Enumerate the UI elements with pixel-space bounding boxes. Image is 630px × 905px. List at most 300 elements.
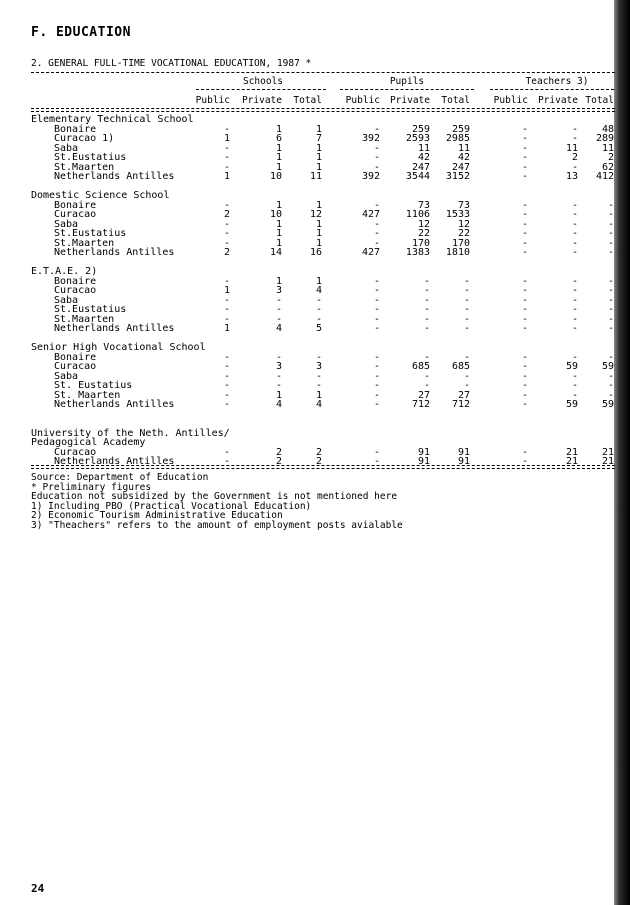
cell-schools-total: 16 [309,247,322,258]
cell-schools-public: 1 [223,171,230,182]
cell-teachers-public: - [521,237,528,249]
cell-teachers-public: - [521,370,528,382]
cell-schools-public: - [223,389,230,401]
cell-pupils-private: - [423,285,430,296]
subheader-schools-total: Total [293,95,322,106]
row-label: Bonaire [54,275,97,287]
cell-pupils-public: 392 [361,133,380,144]
cell-teachers-total: 11 [601,142,614,154]
cell-schools-total: - [315,351,322,363]
cell-pupils-total: - [463,351,470,363]
cell-pupils-public: - [373,285,380,296]
cell-pupils-total: - [463,285,470,296]
cell-teachers-public: - [521,171,528,182]
cell-teachers-private: - [571,313,578,325]
cell-pupils-total: 22 [457,228,470,239]
footnote-2: 2) Economic Tourism Administrative Education [31,510,283,522]
cell-teachers-public: - [521,247,528,258]
subheader-schools-private: Private [241,95,282,106]
cell-pupils-public: - [373,389,380,401]
cell-pupils-total: 259 [451,123,470,135]
row-label: Curacao 1) [54,133,115,144]
subheader-pupils-private: Private [389,95,430,106]
cell-pupils-private: 11 [417,142,430,154]
cell-pupils-public: - [373,199,380,211]
cell-teachers-private: 21 [565,456,578,467]
cell-teachers-total: - [607,237,614,249]
cell-schools-total: 1 [315,228,322,239]
cell-schools-public: - [223,237,230,249]
cell-pupils-public: - [373,361,380,372]
cell-pupils-public: - [373,218,380,230]
cell-pupils-private: - [423,380,430,391]
page-number: 24 [31,882,45,895]
cell-teachers-public: - [521,304,528,315]
row-label: St. Maarten [54,389,121,401]
table-row [0,210,630,220]
cell-schools-private: - [275,380,282,391]
row-label: Netherlands Antilles [54,171,175,182]
cell-teachers-private: 11 [565,142,578,154]
cell-schools-public: - [223,370,230,382]
cell-pupils-private: 247 [411,161,430,173]
row-label: Netherlands Antilles [54,456,175,467]
cell-teachers-private: - [571,237,578,249]
row-group-label: Domestic Science School [31,190,170,201]
cell-teachers-total: - [607,294,614,306]
cell-pupils-private: - [423,323,430,334]
cell-schools-public: 1 [223,285,230,296]
cell-schools-private: 10 [269,171,282,182]
cell-schools-private: - [275,351,282,363]
cell-teachers-public: - [521,218,528,230]
cell-schools-total: - [315,370,322,382]
cell-teachers-total: - [607,228,614,239]
subheader-pupils-public: Public [345,95,380,106]
cell-schools-total: 12 [309,209,322,220]
cell-pupils-total: 27 [457,389,470,401]
cell-teachers-private: 2 [571,152,578,163]
cell-pupils-total: - [463,304,470,315]
row-group-label: University of the Neth. Antilles/ [31,427,230,439]
cell-schools-private: 4 [275,399,282,410]
cell-schools-private: 1 [275,275,282,287]
cell-teachers-private: - [571,209,578,220]
cell-pupils-public: - [373,351,380,363]
cell-schools-private: 1 [275,228,282,239]
cell-schools-private: 3 [275,361,282,372]
cell-schools-public: - [223,161,230,173]
cell-teachers-private: - [571,304,578,315]
cell-pupils-total: 685 [451,361,470,372]
cell-teachers-private: - [571,228,578,239]
cell-pupils-public: - [373,399,380,410]
cell-teachers-private: - [571,380,578,391]
row-label: Bonaire [54,123,97,135]
cell-schools-total: - [315,304,322,315]
cell-teachers-total: 59 [601,361,614,372]
cell-schools-private: 1 [275,199,282,211]
cell-schools-total: - [315,380,322,391]
table-title: 2. GENERAL FULL-TIME VOCATIONAL EDUCATION, 1987 * [31,58,312,69]
cell-teachers-total: 21 [601,446,614,458]
cell-teachers-private: 59 [565,361,578,372]
cell-pupils-total: 712 [451,399,470,410]
cell-pupils-public: - [373,237,380,249]
cell-pupils-private: 91 [417,446,430,458]
cell-pupils-public: - [373,304,380,315]
cell-pupils-private: 22 [417,228,430,239]
cell-schools-total: 4 [315,399,322,410]
cell-teachers-public: - [521,456,528,467]
cell-schools-public: - [223,199,230,211]
cell-teachers-total: - [607,304,614,315]
cell-schools-public: 1 [223,323,230,334]
cell-pupils-total: 1533 [445,209,470,220]
cell-teachers-total: - [607,370,614,382]
footnote-subsidy: Education not subsidized by the Government is not mentioned here [31,491,398,503]
cell-pupils-public: - [373,275,380,287]
footnotes [31,473,403,531]
cell-teachers-total: 412 [595,171,614,182]
cell-pupils-private: 1106 [405,209,430,220]
group-header-schools: Schools [242,76,284,87]
cell-pupils-public: - [373,323,380,334]
cell-teachers-private: - [571,161,578,173]
cell-pupils-private: 712 [411,399,430,410]
cell-schools-public: - [223,351,230,363]
cell-pupils-total: 170 [451,237,470,249]
cell-schools-total: 4 [315,285,322,296]
subheader-teachers-total: Total [585,95,614,106]
cell-schools-public: - [223,123,230,135]
cell-pupils-total: - [463,313,470,325]
cell-schools-private: 6 [275,133,282,144]
cell-pupils-public: - [373,228,380,239]
row-label: Curacao [54,285,97,296]
cell-teachers-private: - [571,123,578,135]
row-label: Netherlands Antilles [54,247,175,258]
cell-teachers-public: - [521,142,528,154]
table-bottom-rule [31,465,615,469]
cell-schools-total: 1 [315,161,322,173]
cell-pupils-private: - [423,304,430,315]
footnote-source: Source: Department of Education [31,472,209,483]
cell-teachers-private: - [571,199,578,211]
cell-schools-total: 3 [315,361,322,372]
cell-pupils-total: 2985 [445,133,470,144]
subheader-schools-public: Public [195,95,230,106]
cell-teachers-public: - [521,123,528,135]
table-top-rule [31,72,615,73]
cell-teachers-total: 62 [601,161,614,173]
cell-schools-total: 1 [315,275,322,287]
cell-pupils-private: - [423,370,430,382]
cell-schools-private: 3 [275,285,282,296]
cell-pupils-total: 11 [457,142,470,154]
row-label: Saba [54,294,79,306]
row-group-label: Senior High Vocational School [31,342,206,353]
table-row [0,400,630,410]
cell-schools-total: 1 [315,218,322,230]
cell-pupils-private: 170 [411,237,430,249]
cell-teachers-public: - [521,361,528,372]
cell-pupils-total: 73 [457,199,470,211]
cell-schools-public: - [223,399,230,410]
cell-teachers-public: - [521,275,528,287]
table-row [0,134,630,144]
cell-pupils-private: 91 [417,456,430,467]
table-row [0,410,630,420]
row-label: St.Maarten [54,161,115,173]
cell-pupils-private: 685 [411,361,430,372]
cell-schools-private: 1 [275,142,282,154]
cell-pupils-public: - [373,142,380,154]
cell-teachers-public: - [521,323,528,334]
cell-teachers-public: - [521,199,528,211]
cell-pupils-total: - [463,294,470,306]
cell-schools-public: - [223,142,230,154]
row-label: St.Eustatius [54,304,127,315]
cell-schools-private: 1 [275,389,282,401]
group-header-teachers: Teachers 3) [525,76,589,87]
cell-teachers-public: - [521,161,528,173]
cell-pupils-total: 3152 [445,171,470,182]
footnote-1: 1) Including PBO (Practical Vocational Education) [31,500,312,512]
cell-schools-total: 1 [315,123,322,135]
footnote-preliminary: * Preliminary figures [31,481,152,493]
cell-pupils-private: - [423,275,430,287]
cell-pupils-private: - [423,294,430,306]
cell-schools-total: 11 [309,171,322,182]
cell-schools-total: - [315,294,322,306]
cell-schools-public: - [223,446,230,458]
cell-teachers-private: - [571,370,578,382]
cell-teachers-total: 21 [601,456,614,467]
row-group-label: Elementary Technical School [31,114,194,125]
cell-pupils-private: 42 [417,152,430,163]
cell-pupils-public: 427 [361,247,380,258]
cell-schools-private: 2 [275,456,282,467]
row-label: Bonaire [54,199,97,211]
cell-teachers-total: - [607,285,614,296]
section-title: F. EDUCATION [31,25,131,40]
cell-schools-private: 10 [269,209,282,220]
cell-schools-public: - [223,313,230,325]
cell-pupils-public: - [373,370,380,382]
cell-pupils-private: 259 [411,123,430,135]
cell-pupils-public: - [373,152,380,163]
cell-schools-total: 1 [315,142,322,154]
table-row [0,362,630,372]
row-group-label: E.T.A.E. 2) [31,266,98,277]
cell-schools-public: 2 [223,247,230,258]
cell-pupils-public: 427 [361,209,380,220]
cell-pupils-total: 1810 [445,247,470,258]
cell-schools-public: - [223,361,230,372]
cell-teachers-public: - [521,209,528,220]
row-label: Saba [54,218,79,230]
cell-schools-private: 1 [275,237,282,249]
cell-pupils-private: 1383 [405,247,430,258]
subheader-teachers-private: Private [537,95,578,106]
header-bottom-rule [31,108,615,112]
subheader-teachers-public: Public [493,95,528,106]
cell-teachers-public: - [521,313,528,325]
cell-teachers-private: 13 [565,171,578,182]
row-label: Saba [54,370,79,382]
cell-pupils-public: - [373,446,380,458]
cell-schools-public: - [223,218,230,230]
cell-pupils-private: 27 [417,389,430,401]
row-label: Curacao [54,361,97,372]
footnote-3: 3) "Theachers" refers to the amount of employment posts avialable [31,519,403,531]
cell-pupils-total: 12 [457,218,470,230]
cell-teachers-private: - [571,389,578,401]
cell-schools-total: 2 [315,446,322,458]
cell-pupils-total: - [463,275,470,287]
cell-teachers-private: 59 [565,399,578,410]
cell-pupils-public: - [373,294,380,306]
cell-teachers-private: - [571,218,578,230]
cell-schools-public: 1 [223,133,230,144]
cell-pupils-private: - [423,313,430,325]
cell-teachers-public: - [521,399,528,410]
cell-pupils-public: 392 [361,171,380,182]
cell-teachers-private: - [571,294,578,306]
cell-teachers-total: - [607,218,614,230]
cell-teachers-public: - [521,294,528,306]
row-label: St.Maarten [54,313,115,325]
row-label: St.Maarten [54,237,115,249]
subheader-pupils-total: Total [441,95,470,106]
cell-schools-public: - [223,294,230,306]
cell-pupils-total: 247 [451,161,470,173]
cell-pupils-private: 2593 [405,133,430,144]
cell-schools-private: - [275,313,282,325]
cell-teachers-public: - [521,152,528,163]
cell-teachers-total: 2 [607,152,614,163]
cell-schools-private: - [275,370,282,382]
cell-schools-public: - [223,275,230,287]
cell-teachers-private: - [571,275,578,287]
cell-schools-total: 2 [315,456,322,467]
cell-schools-private: - [275,304,282,315]
cell-schools-private: 1 [275,123,282,135]
cell-schools-public: - [223,152,230,163]
cell-schools-public: - [223,228,230,239]
group-rule-pupils [340,89,474,90]
cell-schools-total: 5 [315,323,322,334]
cell-pupils-total: - [463,380,470,391]
cell-teachers-public: - [521,285,528,296]
cell-teachers-public: - [521,389,528,401]
cell-schools-private: 14 [269,247,282,258]
row-label: Saba [54,142,79,154]
cell-teachers-total: - [607,323,614,334]
cell-teachers-public: - [521,351,528,363]
cell-teachers-total: - [607,313,614,325]
cell-pupils-public: - [373,313,380,325]
cell-teachers-private: - [571,351,578,363]
cell-pupils-public: - [373,161,380,173]
row-label: St.Eustatius [54,228,127,239]
cell-teachers-total: - [607,209,614,220]
cell-teachers-private: - [571,285,578,296]
cell-teachers-total: - [607,199,614,211]
cell-schools-private: 1 [275,152,282,163]
cell-pupils-total: 91 [457,456,470,467]
cell-schools-total: 1 [315,389,322,401]
cell-teachers-total: - [607,351,614,363]
table-row [0,286,630,296]
cell-pupils-private: 73 [417,199,430,211]
cell-schools-total: 1 [315,199,322,211]
cell-teachers-total: 48 [601,123,614,135]
group-rule-schools [196,89,326,90]
cell-teachers-public: - [521,380,528,391]
cell-teachers-total: 289 [595,133,614,144]
cell-schools-private: - [275,294,282,306]
cell-schools-public: 2 [223,209,230,220]
table-row [0,172,630,182]
cell-pupils-public: - [373,380,380,391]
cell-schools-private: 1 [275,161,282,173]
cell-schools-private: 2 [275,446,282,458]
cell-schools-public: - [223,380,230,391]
cell-teachers-private: 21 [565,446,578,458]
cell-pupils-total: 91 [457,446,470,458]
row-label: Bonaire [54,351,97,363]
cell-teachers-private: - [571,133,578,144]
cell-teachers-total: - [607,275,614,287]
group-rule-teachers [490,89,614,90]
row-label: Curacao [54,209,97,220]
cell-pupils-total: - [463,370,470,382]
row-label: Curacao [54,446,97,458]
cell-schools-total: 7 [315,133,322,144]
row-group-label: Pedagogical Academy [31,437,146,448]
cell-schools-total: 1 [315,237,322,249]
cell-teachers-total: - [607,389,614,401]
cell-schools-total: - [315,313,322,325]
cell-schools-public: - [223,456,230,467]
table-row [0,248,630,258]
cell-pupils-private: 3544 [405,171,430,182]
row-label: St.Eustatius [54,152,127,163]
cell-schools-private: 1 [275,218,282,230]
cell-teachers-total: 59 [601,399,614,410]
cell-teachers-public: - [521,228,528,239]
row-label: St. Eustatius [54,380,133,391]
table-row [0,324,630,334]
cell-pupils-private: 12 [417,218,430,230]
cell-teachers-total: - [607,247,614,258]
cell-pupils-public: - [373,123,380,135]
group-header-pupils: Pupils [389,76,425,87]
cell-pupils-total: - [463,323,470,334]
cell-schools-public: - [223,304,230,315]
row-label: Netherlands Antilles [54,399,175,410]
cell-pupils-public: - [373,456,380,467]
cell-teachers-private: - [571,247,578,258]
cell-pupils-total: 42 [457,152,470,163]
cell-teachers-private: - [571,323,578,334]
cell-schools-private: 4 [275,323,282,334]
row-label: Netherlands Antilles [54,323,175,334]
cell-teachers-public: - [521,133,528,144]
cell-teachers-public: - [521,446,528,458]
